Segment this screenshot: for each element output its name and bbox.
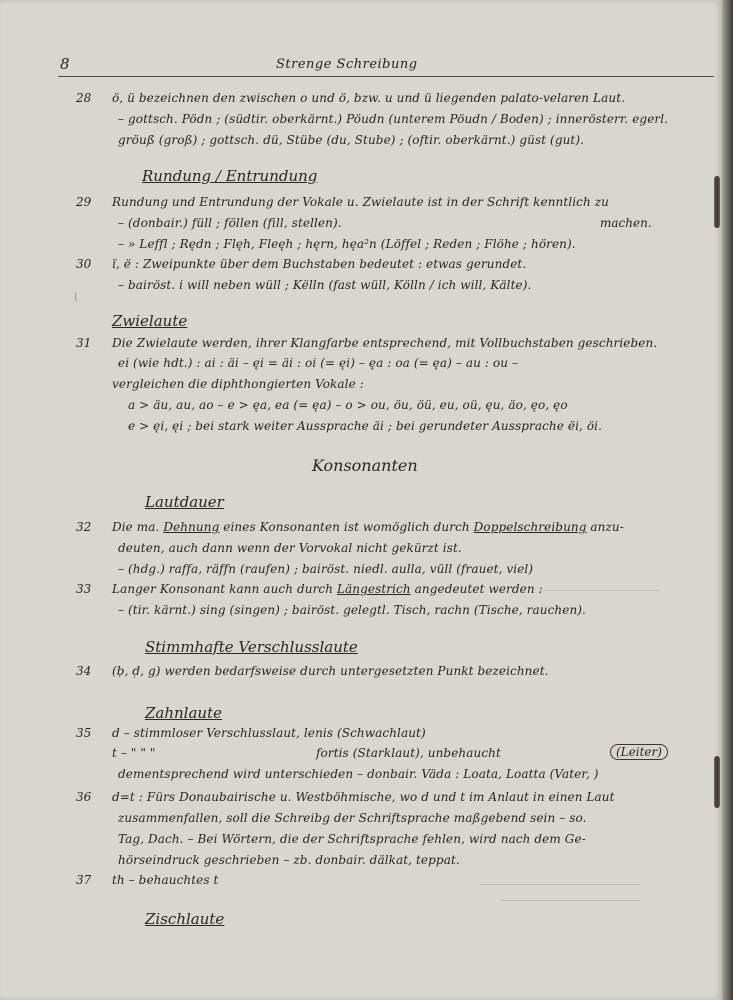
underlined-term: Dehnung — [163, 520, 220, 534]
entry-line: – (donbair.) füll ; föllen (fill, stellen). — [118, 216, 342, 230]
entry-number: 37 — [76, 873, 92, 887]
entry-number: 35 — [76, 726, 92, 740]
staple — [714, 176, 720, 228]
entry-line: t – " " " — [112, 746, 156, 760]
entry-line: gröuß (groß) ; gottsch. dü, Stübe (du, Stube) ; (oftir. oberkärnt.) güst (gut). — [118, 133, 585, 147]
entry-number: 30 — [76, 257, 92, 271]
show-through-mark — [500, 900, 640, 901]
chapter-heading: Konsonanten — [312, 456, 418, 475]
entry-line: – » Leffl ; Rędn ; Flęh, Fleęh ; hęrn, hęa²n (Löffel ; Reden ; Flöhe ; hören). — [118, 237, 576, 251]
entry-line: ï, ë : Zweipunkte über dem Buchstaben bedeutet : etwas gerundet. — [112, 257, 527, 271]
show-through-mark — [480, 884, 640, 885]
entry-number: 32 — [76, 520, 92, 534]
entry-line: zusammenfallen, soll die Schreibg der Schriftsprache maßgebend sein – so. — [118, 811, 587, 825]
entry-line: vergleichen die diphthongierten Vokale : — [112, 377, 364, 391]
entry-line-right: machen. — [600, 216, 652, 230]
entry-line: a > äu, au, ao – e > ęa, ea (= ęa) – o > ou, öu, öü, eu, oü, ęu, äo, ęo, ęo — [128, 398, 568, 412]
margin-mark: ( — [74, 292, 78, 303]
entry-line: (ḅ, ḍ, g) werden bedarfsweise durch untergesetzten Punkt bezeichnet. — [112, 664, 549, 678]
show-through-mark — [540, 590, 660, 591]
entry-line: – (tir. kärnt.) sing (singen) ; bairöst. gelegtl. Tisch, rachn (Tische, rauchen). — [118, 603, 586, 617]
entry-line: – (hdg.) raffa, räffn (raufen) ; bairöst. niedl. aulla, vüll (frauet, viel) — [118, 562, 534, 576]
staple — [714, 756, 720, 808]
entry-line: fortis (Starklaut), unbehaucht — [316, 746, 501, 760]
entry-line: e > ęi, ęi ; bei stark weiter Aussprache äi ; bei gerundeter Aussprache ëi, öi. — [128, 419, 603, 433]
entry-line: – bairöst. i will neben wüll ; Këlln (fast wüll, Kölln / ich will, Kälte). — [118, 278, 532, 292]
section-heading: Stimmhafte Verschlusslaute — [145, 638, 358, 656]
entry-number: 29 — [76, 195, 92, 209]
entry-line: ei (wie hdt.) : ai : äi – ęi = äi : oi (= ęi) – ęa : oa (= ęa) – au : ou – — [118, 356, 519, 370]
circled-note: (Leiter) — [610, 744, 668, 760]
section-heading: Zwielaute — [112, 312, 188, 330]
entry-line: Die Zwielaute werden, ihrer Klangfarbe entsprechend, mit Vollbuchstaben geschrieben. — [112, 336, 658, 350]
entry-number: 33 — [76, 582, 92, 596]
underlined-term: Längestrich — [336, 582, 411, 596]
entry-line: deuten, auch dann wenn der Vorvokal nicht gekürzt ist. — [118, 541, 462, 555]
page-header — [58, 55, 718, 77]
section-heading: Rundung / Entrundung — [142, 167, 318, 185]
entry-number: 31 — [76, 336, 92, 350]
entry-number: 28 — [76, 91, 92, 105]
text-run: Langer Konsonant kann auch durch — [112, 582, 337, 596]
entry-number: 34 — [76, 664, 92, 678]
section-heading: Zahnlaute — [145, 704, 222, 722]
page-edge — [722, 0, 733, 1000]
entry-line: ö, ü bezeichnen den zwischen o und ö, bzw. u und ü liegenden palato-velaren Laut. — [112, 91, 626, 105]
entry-line: d – stimmloser Verschlusslaut, lenis (Schwachlaut) — [112, 726, 426, 740]
entry-line: hörseindruck geschrieben – zb. donbair. dälkat, teppat. — [118, 853, 460, 867]
entry-line — [112, 582, 543, 596]
section-heading: Lautdauer — [145, 493, 224, 511]
text-run: eines Konsonanten ist womöglich durch — [219, 520, 474, 534]
running-title: Strenge Schreibung — [276, 57, 418, 72]
entry-line: Rundung und Entrundung der Vokale u. Zwielaute ist in der Schrift kenntlich zu — [112, 195, 609, 209]
section-heading: Zischlaute — [145, 910, 225, 928]
entry-line: th – behauchtes t — [112, 873, 219, 887]
text-run: anzu- — [586, 520, 624, 534]
entry-line — [112, 520, 624, 534]
entry-number: 36 — [76, 790, 92, 804]
entry-line: – gottsch. Pödn ; (südtir. oberkärnt.) Pöudn (unterem Pöudn / Boden) ; innerösterr. egerl. — [118, 112, 669, 126]
text-run: angedeutet werden : — [410, 582, 543, 596]
page-number: 8 — [60, 55, 70, 73]
entry-line: Tag, Dach. – Bei Wörtern, die der Schriftsprache fehlen, wird nach dem Ge- — [118, 832, 586, 846]
header-rule — [58, 76, 714, 77]
entry-line: d=t : Fürs Donaubairische u. Westböhmische, wo d und t im Anlaut in einen Laut — [112, 790, 615, 804]
text-run: Die ma. — [112, 520, 164, 534]
entry-line: dementsprechend wird unterschieden – donbair. Väda : Loata, Loatta (Vater, ) — [118, 767, 599, 781]
underlined-term: Doppelschreibung — [473, 520, 587, 534]
